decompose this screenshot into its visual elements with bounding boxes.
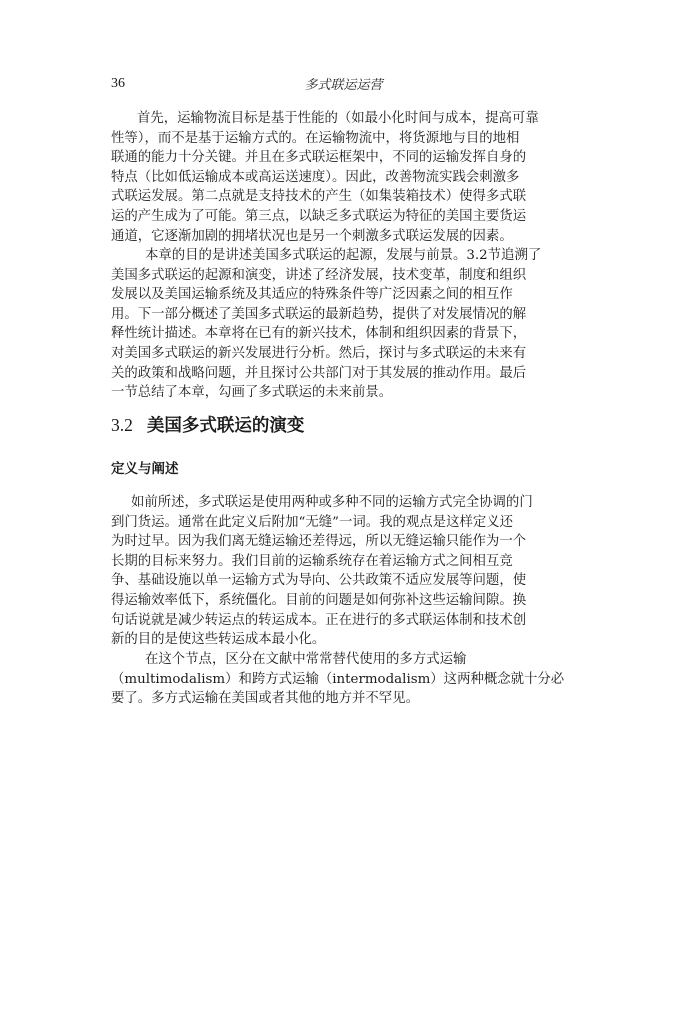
- section-title: 美国多式联运的演变: [146, 416, 305, 436]
- text-line: 争、基础设施以单一运输方式为导向、公共政策不适应发展等问题，使: [111, 573, 527, 589]
- text-line: 到门货运。通常在此定义后附加“无缝”一词。我的观点是这样定义还: [111, 514, 514, 530]
- text-line: 联通的能力十分关键。并且在多式联运框架中，不同的运输发挥自身的: [111, 150, 527, 166]
- section-paragraph-1: [111, 493, 605, 650]
- text-line: 释性统计描述。本章将在已有的新兴技术，体制和组织因素的背景下，: [111, 326, 527, 342]
- text-line: 如前所述，多式联运是使用两种或多种不同的运输方式完全协调的门: [131, 495, 533, 510]
- text-line: （multimodalism）和跨方式运输（intermodalism）这两种概念就十分必: [111, 671, 565, 687]
- intro-paragraph-2: [111, 246, 605, 403]
- text-line: 在这个节点，区分在文献中常常替代使用的多方式运输: [145, 652, 467, 667]
- text-line: 句话说就是减少转运点的转运成本。正在进行的多式联运体制和技术创: [111, 612, 527, 628]
- text-line: 运的产生成为了可能。第三点，以缺乏多式联运为特征的美国主要货运: [111, 208, 527, 224]
- text-line: 关的政策和战略问题，并且探讨公共部门对于其发展的推动作用。最后: [111, 365, 527, 381]
- text-line: 为时过早。因为我们离无缝运输还差得远，所以无缝运输只能作为一个: [111, 534, 527, 550]
- text-line: 通道，它逐渐加剧的拥堵状况也是另一个刺激多式联运发展的因素。: [111, 228, 513, 244]
- text-line: 式联运发展。第二点就是支持技术的产生（如集装箱技术）使得多式联: [111, 189, 527, 205]
- text-line: 新的目的是使这些转运成本最小化。: [111, 632, 326, 648]
- text-line: 要了。多方式运输在美国或者其他的地方并不罕见。: [111, 691, 419, 707]
- text-line: 首先，运输物流目标是基于性能的（如最小化时间与成本，提高可靠: [137, 111, 539, 126]
- text-line: 长期的目标来努力。我们目前的运输系统存在着运输方式之间相互竞: [111, 553, 513, 569]
- section-heading: [111, 412, 304, 437]
- section-paragraph-2: [111, 650, 605, 709]
- text-line: 本章的目的是讲述美国多式联运的起源，发展与前景。3.2节追溯了: [145, 248, 542, 263]
- page-number: 36: [111, 76, 125, 91]
- text-line: 得运输效率低下，系统僵化。目前的问题是如何弥补这些运输间隙。换: [111, 592, 527, 608]
- text-line: 美国多式联运的起源和演变，讲述了经济发展，技术变革，制度和组织: [111, 267, 527, 283]
- text-line: 用。下一部分概述了美国多式联运的最新趋势，提供了对发展情况的解: [111, 306, 527, 322]
- text-line: 特点（比如低运输成本或高运送速度）。因此，改善物流实践会刺激多: [111, 169, 520, 185]
- text-line: 一节总结了本章，勾画了多式联运的未来前景。: [111, 385, 393, 401]
- text-line: 对美国多式联运的新兴发展进行分析。然后，探讨与多式联运的未来有: [111, 345, 527, 361]
- section-number: 3.2: [111, 415, 133, 435]
- text-line: 发展以及美国运输系统及其适应的特殊条件等广泛因素之间的相互作: [111, 287, 513, 303]
- running-head-title: 多式联运运营: [304, 78, 383, 93]
- subheading-definition: 定义与阐述: [111, 461, 179, 477]
- text-line: 性等），而不是基于运输方式的。在运输物流中，将货源地与目的地相: [111, 130, 520, 146]
- intro-paragraph-1: [111, 109, 605, 246]
